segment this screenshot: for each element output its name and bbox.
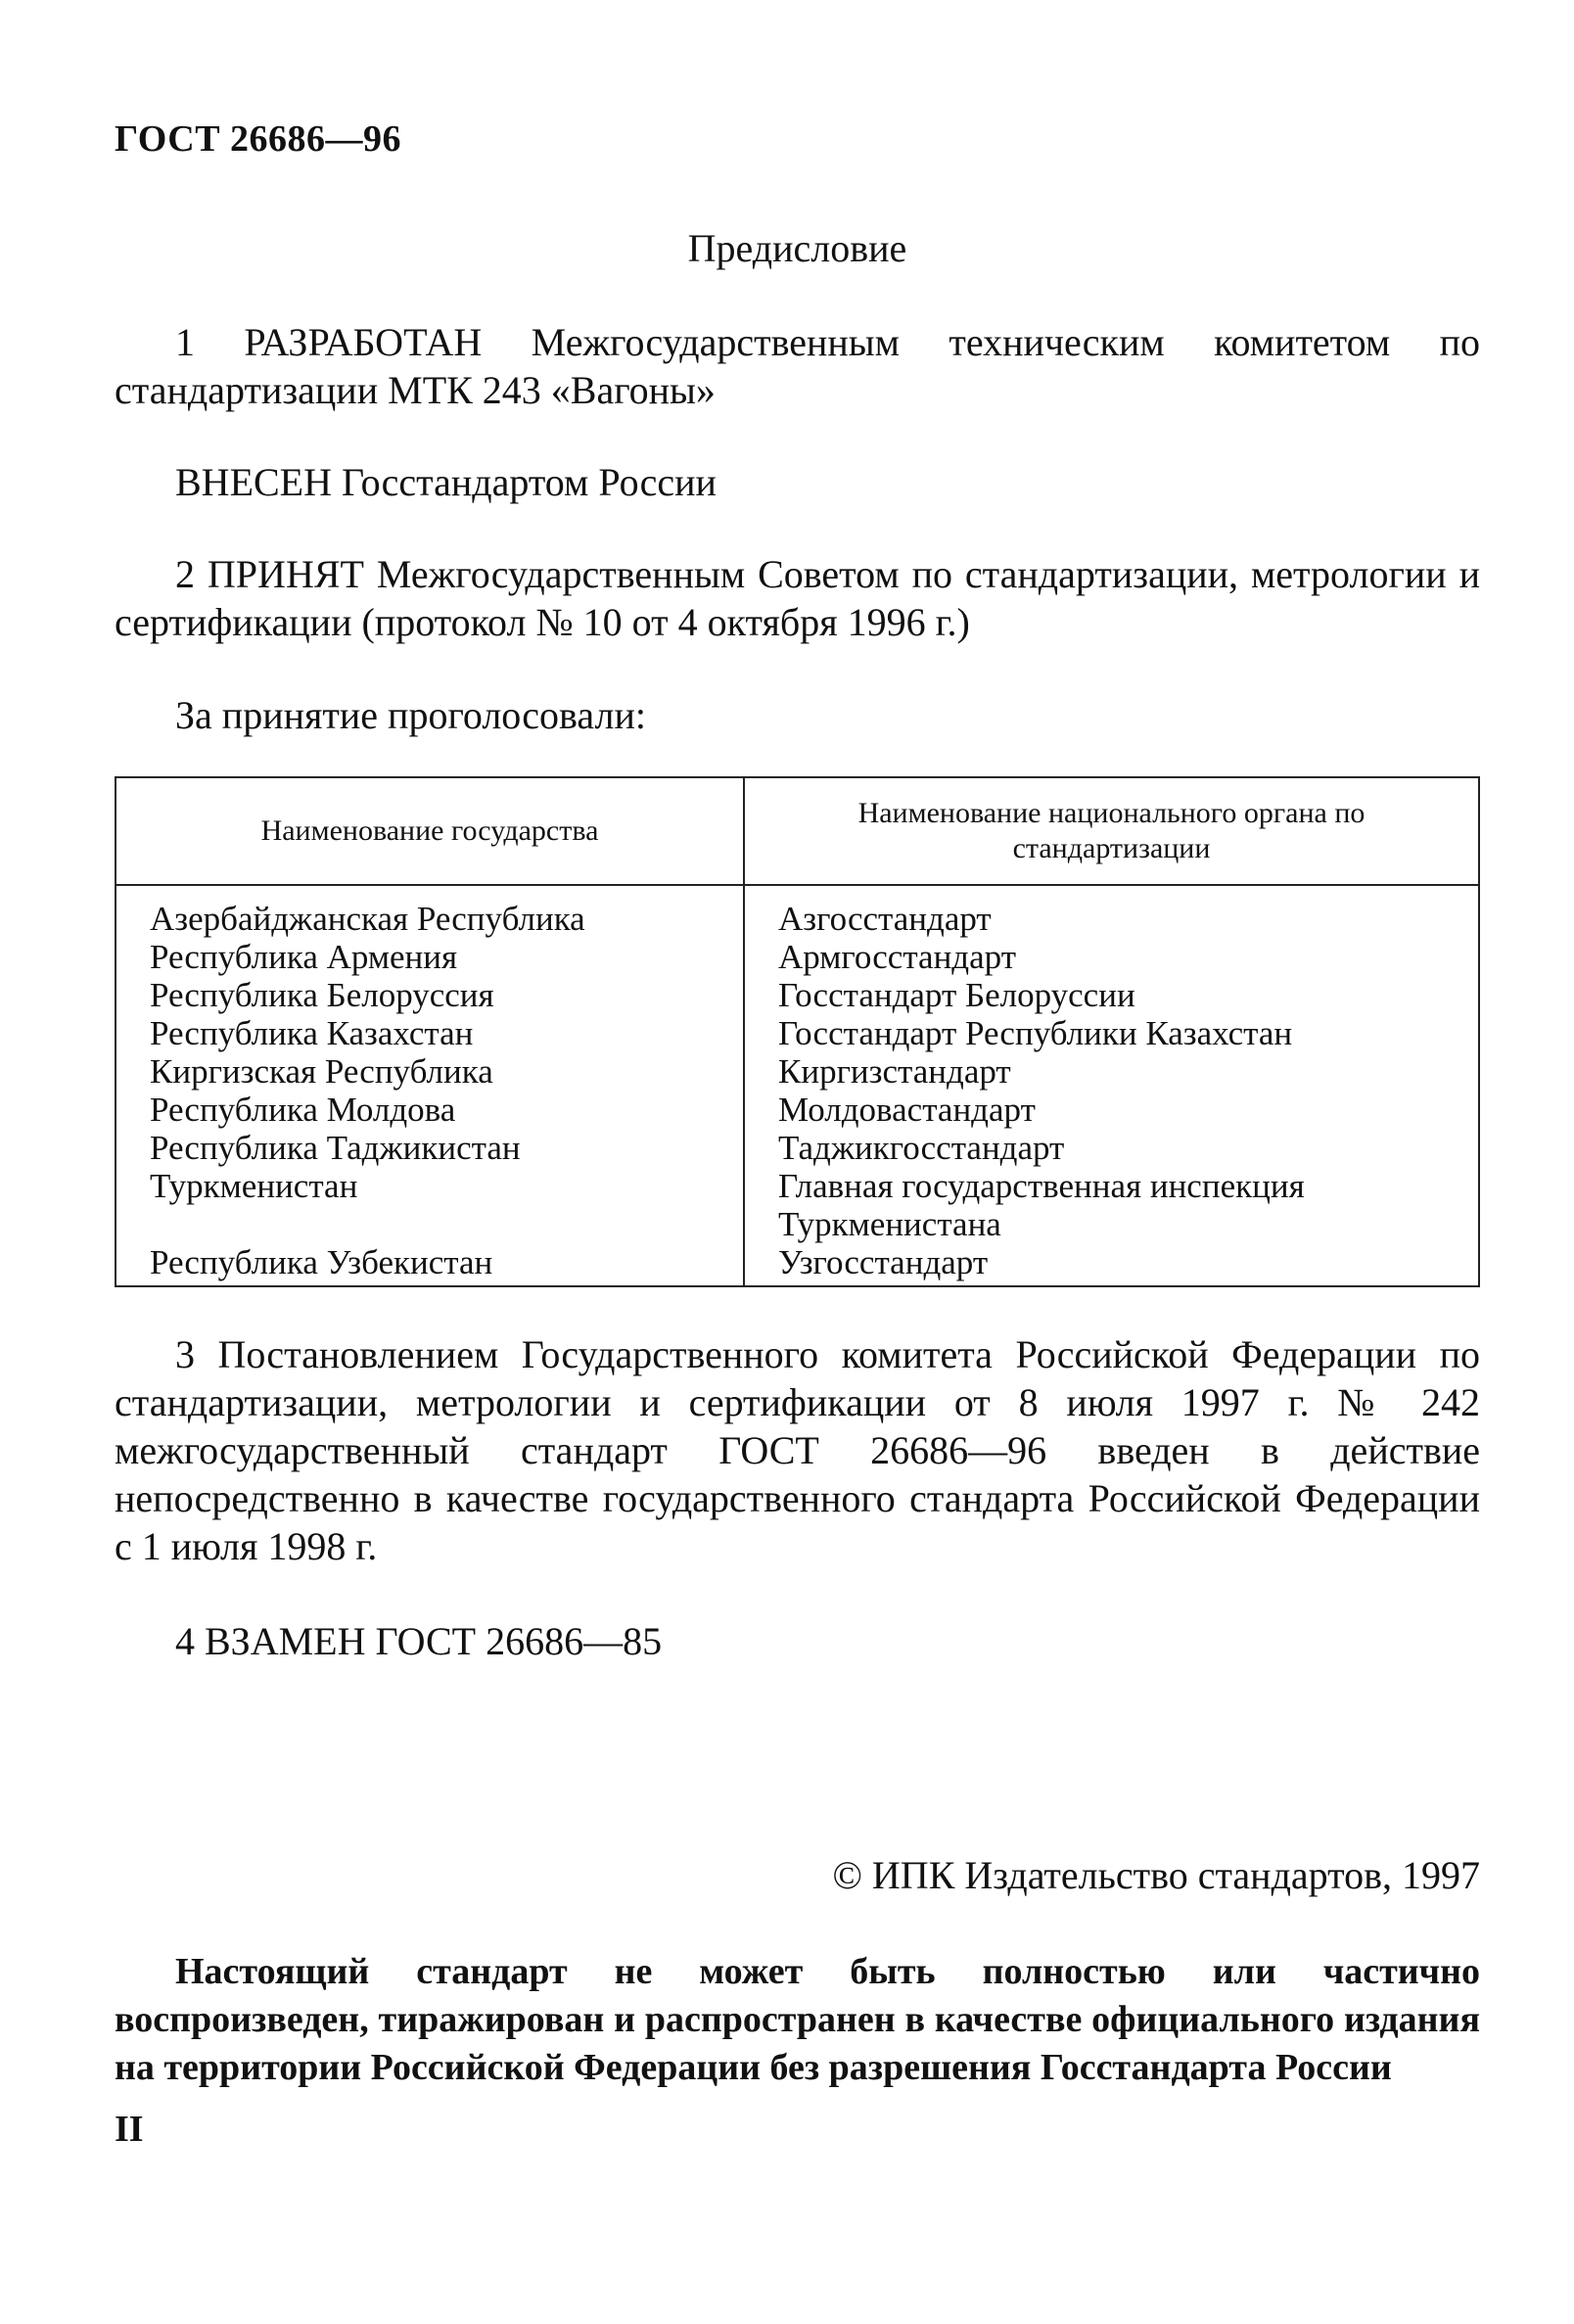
state-cell: Азербайджанская Республика	[150, 900, 585, 938]
body-cell: Госстандарт Республики Казахстан	[778, 1014, 1293, 1052]
state-cell-spacer	[150, 1205, 733, 1243]
paragraph-introduced: ВНЕСЕН Госстандартом России	[175, 460, 717, 504]
document-header: ГОСТ 26686—96	[115, 118, 402, 160]
table-body-row	[116, 885, 1479, 1286]
body-cell: Таджикгосстандарт	[778, 1129, 1065, 1167]
body-cell: Узгосстандарт	[778, 1243, 989, 1281]
column-header-state: Наименование государства	[116, 777, 744, 885]
document-page	[115, 117, 1480, 2151]
state-cell: Республика Молдова	[150, 1091, 456, 1129]
reproduction-notice: Настоящий стандарт не может быть полностью или частично воспроизведен, тиражирован и распространен в качестве официального издания на территории Российской Федерации без разрешения Госстандарта России	[115, 1951, 1480, 2088]
body-cell: Молдовастандарт	[778, 1091, 1036, 1129]
state-cell: Республика Белоруссия	[150, 976, 494, 1014]
votes-table	[115, 776, 1480, 1287]
paragraph-replaces: 4 ВЗАМЕН ГОСТ 26686—85	[175, 1619, 663, 1663]
column-header-body	[744, 777, 1479, 885]
page-number: II	[115, 2109, 144, 2150]
body-cell: Киргизстандарт	[778, 1052, 1011, 1091]
state-column	[116, 885, 744, 1286]
state-cell: Республика Казахстан	[150, 1014, 474, 1052]
state-cell: Республика Армения	[150, 938, 458, 976]
state-cell: Киргизская Республика	[150, 1052, 493, 1091]
page-title: Предисловие	[687, 226, 907, 270]
paragraph-adopted: 2 ПРИНЯТ Межгосударственным Советом по стандартизации, метрологии и сертификации (протокол № 10 от 4 октября 1996 г.)	[115, 552, 1480, 644]
body-cell: Азгосстандарт	[778, 900, 992, 938]
body-cell: Госстандарт Белоруссии	[778, 976, 1135, 1014]
body-cell: Главная государственная инспекция Туркменистана	[778, 1167, 1305, 1243]
body-cell: Армгосстандарт	[778, 938, 1016, 976]
table-header-row	[116, 777, 1479, 885]
paragraph-vote-intro: За принятие проголосовали:	[175, 693, 646, 737]
paragraph-developed: 1 РАЗРАБОТАН Межгосударственным техническим комитетом по стандартизации МТК 243 «Вагоны»	[115, 320, 1480, 412]
column-header-body-text: Наименование национального органа по стандартизации	[857, 797, 1366, 864]
copyright-line: © ИПК Издательство стандартов, 1997	[832, 1853, 1480, 1897]
state-cell: Туркменистан	[150, 1167, 358, 1205]
state-cell: Республика Узбекистан	[150, 1243, 493, 1281]
paragraph-resolution: 3 Постановлением Государственного комитета Российской Федерации по стандартизации, метрологии и сертификации от 8 июля 1997 г. № 242 межгосударственный стандарт ГОСТ 26686—96 введен в действие непосредственно в качестве государственного стандарта Российской Федерации с 1 июля 1998 г.	[115, 1332, 1480, 1568]
body-column	[744, 885, 1479, 1286]
state-cell: Республика Таджикистан	[150, 1129, 521, 1167]
